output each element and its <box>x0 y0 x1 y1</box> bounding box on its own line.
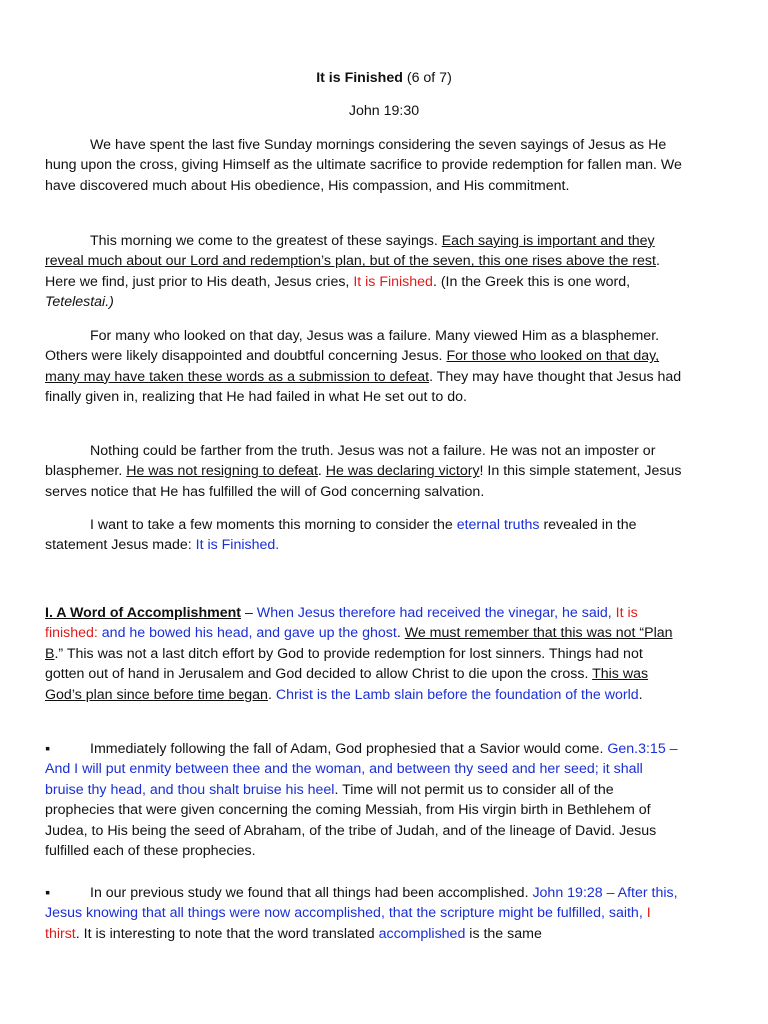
p4-underline-1: He was not resigning to defeat <box>126 463 318 480</box>
bullet-2-text-1: In our previous study we found that all things had been accomplished. <box>90 885 533 901</box>
paragraph-intro <box>45 135 685 210</box>
scripture-reference: John 19:30 <box>348 103 420 119</box>
p5-blue-1: eternal truths <box>456 517 540 533</box>
bullet-2-blue-2: accomplished <box>378 925 466 942</box>
section-1-text-2: .” This was not a last ditch effort by God to provide redemption for lost sinners. Things had not gotten out of hand in Jerusalem and God decided to allow Christ to die upon the cross. <box>45 645 643 683</box>
paragraph-3-block <box>45 326 685 422</box>
p5-text-1: I want to take a few moments this morning to consider the <box>90 517 457 533</box>
paragraph-5 <box>45 515 685 556</box>
p4-text-1: Nothing could be farther from the truth. Jesus was not a failure. He was not an imposter or blasphemer. <box>45 443 656 480</box>
bullet-2-marker: ▪ <box>45 885 51 901</box>
section-1-underline-1: We must remember that this was not “Plan B <box>45 625 673 662</box>
page-title <box>0 68 768 88</box>
section-1-blue-1: When Jesus therefore had received the vinegar, he said, <box>256 605 616 621</box>
section-1-heading: I. A Word of Accomplishment <box>45 605 242 621</box>
bullet-1-block <box>45 739 685 861</box>
title-suffix: (6 of 7) <box>402 70 452 86</box>
bullet-1-text-1: Immediately following the fall of Adam, God prophesied that a Savior would come. <box>90 741 608 757</box>
title-main: It is Finished <box>316 70 403 86</box>
section-1-block <box>45 603 685 705</box>
bullet-1-paragraph <box>45 739 685 861</box>
paragraph-4 <box>45 441 685 502</box>
bullet-2-text-3: is the same <box>465 925 542 942</box>
bullet-2-paragraph <box>45 883 685 944</box>
section-1-blue-3: Christ is the Lamb slain before the foundation of the world <box>275 686 639 703</box>
section-1-red-1: It is finished: <box>45 605 638 642</box>
bullet-2-text-2: . It is interesting to note that the word translated <box>75 925 379 942</box>
p5-blue-2: It is Finished. <box>195 537 280 554</box>
p3-text-1: For many who looked on that day, Jesus was a failure. Many viewed Him as a blasphemer. Others were likely disappointed and doubtful concerning Jesus. <box>45 328 660 365</box>
section-1-text-4: . <box>638 686 643 703</box>
bullet-1-marker: ▪ <box>45 741 51 757</box>
p3-underline-1: For those who looked on that day, many may have taken these words as a submission to defeat <box>45 348 660 385</box>
p2-underline-1: Each saying is important and they reveal much about our Lord and redemption’s plan, but of the seven, this one rises above the rest <box>45 233 656 270</box>
p4-text-2: . <box>317 463 326 480</box>
bullet-2-block <box>45 883 685 944</box>
section-1-blue-2: and he bowed his head, and gave up the ghost <box>97 625 397 642</box>
p4-text-3: ! In this simple statement, Jesus serves notice that He has fulfilled the will of God concerning salvation. <box>45 463 682 500</box>
paragraph-2 <box>45 231 685 313</box>
paragraph-4-block <box>45 441 685 516</box>
section-1-dash: – <box>241 605 257 621</box>
paragraph-3 <box>45 326 685 408</box>
paragraph-2-block <box>45 231 685 327</box>
p2-red-1: It is Finished <box>353 273 433 290</box>
section-1-text-1: . <box>396 625 405 642</box>
bullet-2-blue-1: John 19:28 – After this, Jesus knowing that all things were now accomplished, that the scripture might be fulfilled, saith, <box>45 885 678 922</box>
section-1-paragraph <box>45 603 685 705</box>
p5-text-2: revealed in the statement Jesus made: <box>45 517 637 554</box>
bullet-1-text-2: . Time will not permit us to consider all of the prophecies that were given concerning the coming Messiah, from His virgin birth in Bethlehem of Judea, to His being the seed of Abraham, of the tribe of Judah, and of the lineage of David. Jesus fulfilled each of these prophecies. <box>45 781 657 860</box>
section-1-underline-2: This was God’s plan since before time began <box>45 666 649 703</box>
bullet-2-red-1: I thirst <box>45 905 651 942</box>
p4-underline-2: He was declaring victory <box>325 463 480 480</box>
p2-text-1: This morning we come to the greatest of these sayings. <box>90 233 442 249</box>
p2-text-2: . Here we find, just prior to His death, Jesus cries, <box>45 253 660 290</box>
bullet-1-blue-1: Gen.3:15 – And I will put enmity between thee and the woman, and between thy seed and her seed; it shall bruise thy head, and thou shalt bruise his heel <box>45 741 678 798</box>
section-1-text-3: . <box>267 686 276 703</box>
p2-italic-1: Tetelestai.) <box>45 294 114 311</box>
paragraph-5-block <box>45 515 685 570</box>
paragraph-1: We have spent the last five Sunday mornings considering the seven sayings of Jesus as He hung upon the cross, giving Himself as the ultimate sacrifice to provide redemption for fallen man. We have discovered much about His obedience, His compassion, and His commitment. <box>45 137 682 194</box>
p2-text-3: . (In the Greek this is one word, <box>432 273 631 290</box>
p3-text-2: . They may have thought that Jesus had finally given in, realizing that He had failed in what He set out to do. <box>45 368 682 406</box>
